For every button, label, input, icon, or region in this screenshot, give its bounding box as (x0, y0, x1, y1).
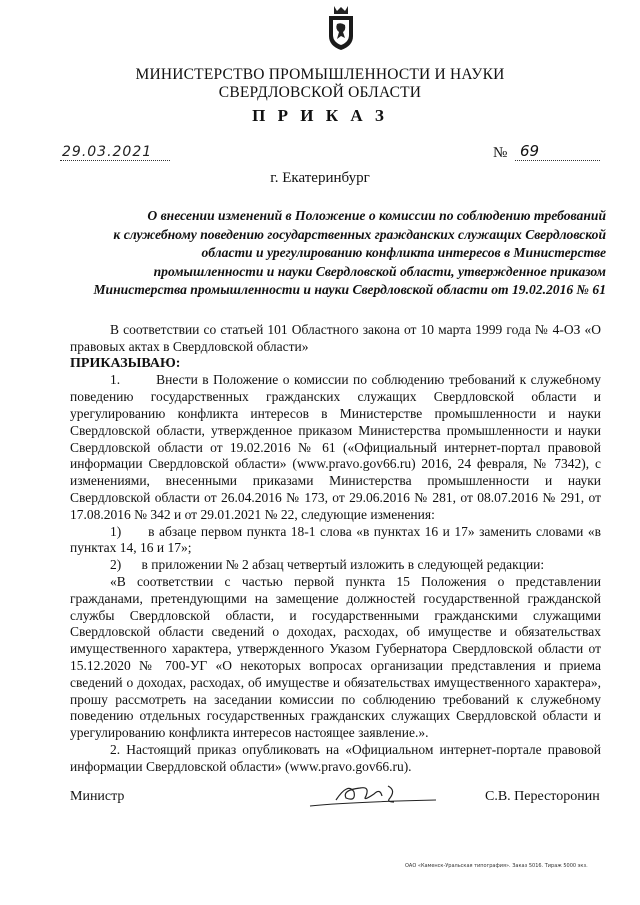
subject-line: промышленности и науки Свердловской области, утвержденное приказом (153, 263, 606, 279)
subitem-1 (70, 524, 601, 558)
item-1 (70, 372, 601, 523)
subitem-2 (70, 557, 601, 574)
item-1-text: Внести в Положение о комиссии по соблюдению требований к служебному поведению государственных гражданских служащих Свердловской области и урегулированию конфликта интересов в Министерстве промышленности и науки Свердловской области, утвержденное приказом Министерства промышленности и науки Свердловской области от 19.02.2016 № 61 («Официальный интернет-портал правовой информации Свердловской области» (www.pravo.gov66.ru) 2016, 24 февраля, № 7342), с изменениями, внесенными приказами Министерства промышленности и науки Свердловской области от 26.04.2016 № 173, от 29.06.2016 № 281, от 08.07.2016 № 291, от 17.08.2016 № 342 и от 29.01.2021 № 22, следующие изменения: (70, 372, 601, 522)
handwritten-signature (308, 772, 438, 812)
order-word: ПРИКАЗЫВАЮ: (70, 355, 181, 371)
order-number: 69 (520, 142, 540, 160)
ministry-name-line1: МИНИСТЕРСТВО ПРОМЫШЛЕННОСТИ И НАУКИ (135, 66, 505, 83)
order-date: 29.03.2021 (62, 144, 153, 160)
subject-line: Министерства промышленности и науки Свердловской области от 19.02.2016 № 61 (93, 282, 606, 297)
subitem-1-text: в абзаце первом пункта 18-1 слова «в пунктах 16 и 17» заменить словами «в пунктах 14, 16 и 17»; (70, 523, 601, 556)
subject-line: к служебному поведению государственных гражданских служащих Свердловской (113, 226, 606, 242)
signer-position: Министр (70, 789, 125, 804)
order-number-label: № (493, 145, 508, 161)
item-1-number: 1. (110, 372, 121, 388)
subitem-2-text: в приложении № 2 абзац четвертый изложить в следующей редакции: (141, 557, 545, 573)
preamble: В соответствии со статьей 101 Областного закона от 10 марта 1999 года № 4-ОЗ «О правовых актах в Свердловской области» (70, 322, 601, 354)
signer-name: С.В. Пересторонин (485, 789, 600, 804)
ministry-name-line2: СВЕРДЛОВСКОЙ ОБЛАСТИ (218, 84, 422, 101)
subitem-1-number: 1) (110, 523, 122, 539)
item-2: 2. Настоящий приказ опубликовать на «Официальном интернет-портале правовой информации Свердловской области» (www.pravo.gov66.ru). (70, 741, 601, 774)
number-underline (515, 160, 600, 161)
order-body (70, 322, 601, 776)
city: г. Екатеринбург (270, 170, 370, 186)
order-subject (66, 207, 606, 300)
document-type: П Р И К А З (252, 106, 388, 125)
subitem-2-number: 2) (110, 557, 122, 573)
subject-line: О внесении изменений в Положение о комиссии по соблюдению требований (147, 208, 606, 223)
print-footer: ОАО «Каменск-Уральская типография». Заказ 5016. Тираж 5000 экз. (405, 863, 588, 869)
new-paragraph-text: «В соответствии с частью первой пункта 15 Положения о представлении гражданами, претендующими на замещение должностей государственной гражданской службы Свердловской области, и государственными гражданскими служащими Свердловской области сведений о доходах, расходах, об имуществе и обязательствах имущественного характера, утвержденного Указом Губернатора Свердловской области от 15.12.2020 № 700-УГ «О некоторых вопросах организации представления и приема сведений о доходах, расходах, об имуществе и обязательствах имущественного характера», прошу рассмотреть на заседании комиссии по соблюдению требований к служебному поведению отдельных государственных гражданских служащих Свердловской области и урегулированию конфликта интересов настоящее заявление.». (70, 573, 601, 741)
subject-line: области и урегулированию конфликта интересов в Министерстве (201, 245, 606, 260)
coat-of-arms-icon (324, 2, 358, 52)
date-underline (60, 160, 170, 161)
